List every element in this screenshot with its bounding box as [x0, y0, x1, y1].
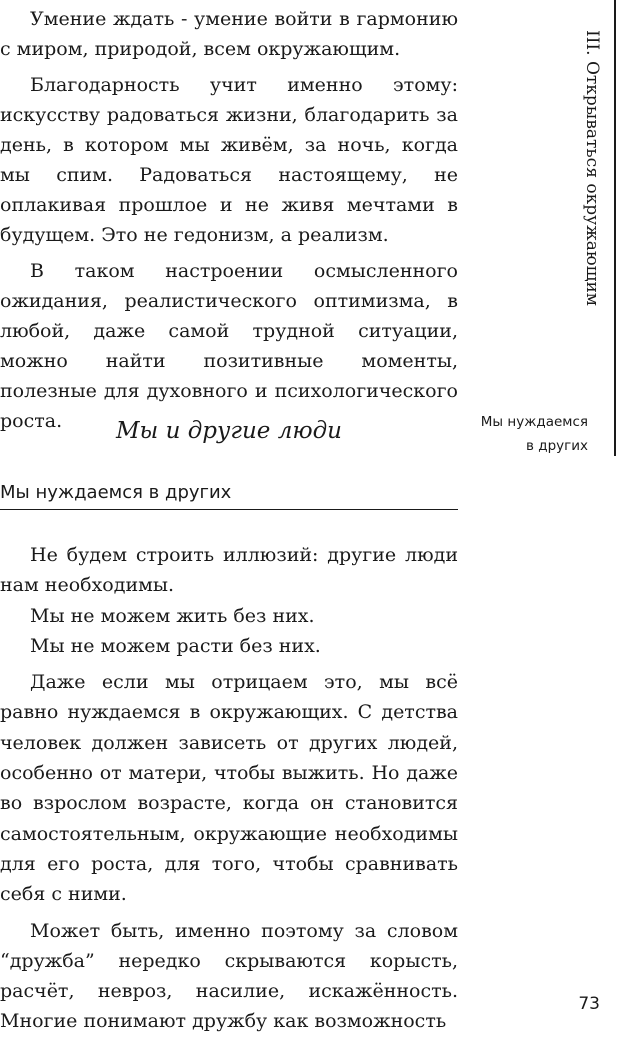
margin-note-line: в других — [526, 438, 588, 454]
paragraph: Не будем строить иллюзий: другие люди нам необходимы. — [0, 544, 458, 597]
paragraph: Даже если мы отрицаем это, мы всё равно нуждаемся в окружающих. С детства человек должен зависеть от других людей, особенно от матери, чтобы выжить. Но даже во взрослом возрасте, когда он становится самостоятельным, окружающие необходимы для его роста, для того, чтобы сравнивать себя с ними. — [0, 671, 458, 906]
paragraph: В таком настроении осмысленного ожидания, реалистического оптимизма, в любой, даже самой трудной ситуации, можно найти позитивные моменты, полезные для духовного и психологического роста. — [0, 260, 458, 432]
margin-note — [458, 410, 588, 458]
page-number: 73 — [578, 994, 600, 1014]
body-text — [0, 540, 458, 1043]
paragraph: Может быть, именно поэтому за словом “дружба” нередко скрываются корысть, расчёт, невроз, насилие, искажённость. Многие понимают дружбу как возможность — [0, 919, 458, 1033]
section-title: Мы и другие люди — [115, 418, 342, 444]
running-head — [579, 10, 605, 326]
paragraph: Умение ждать - умение войти в гармонию с миром, природой, всем окружающим. — [0, 8, 458, 60]
margin-divider — [614, 0, 616, 456]
paragraph: Благодарность учит именно этому: искусству радоваться жизни, благодарить за день, в котором мы живём, за ночь, когда мы спим. Радоваться настоящему, не оплакивая прошлое и не живя мечтами в будущем. Это не гедонизм, а реализм. — [0, 74, 458, 246]
subheading: Мы нуждаемся в других — [0, 482, 458, 510]
paragraph: Мы не можем жить без них. — [30, 604, 315, 627]
margin-note-line: Мы нуждаемся — [480, 414, 588, 430]
running-head-text: III. Открываться окружающим — [582, 29, 602, 307]
intro-text — [0, 4, 458, 442]
paragraph: Мы не можем расти без них. — [30, 634, 321, 657]
